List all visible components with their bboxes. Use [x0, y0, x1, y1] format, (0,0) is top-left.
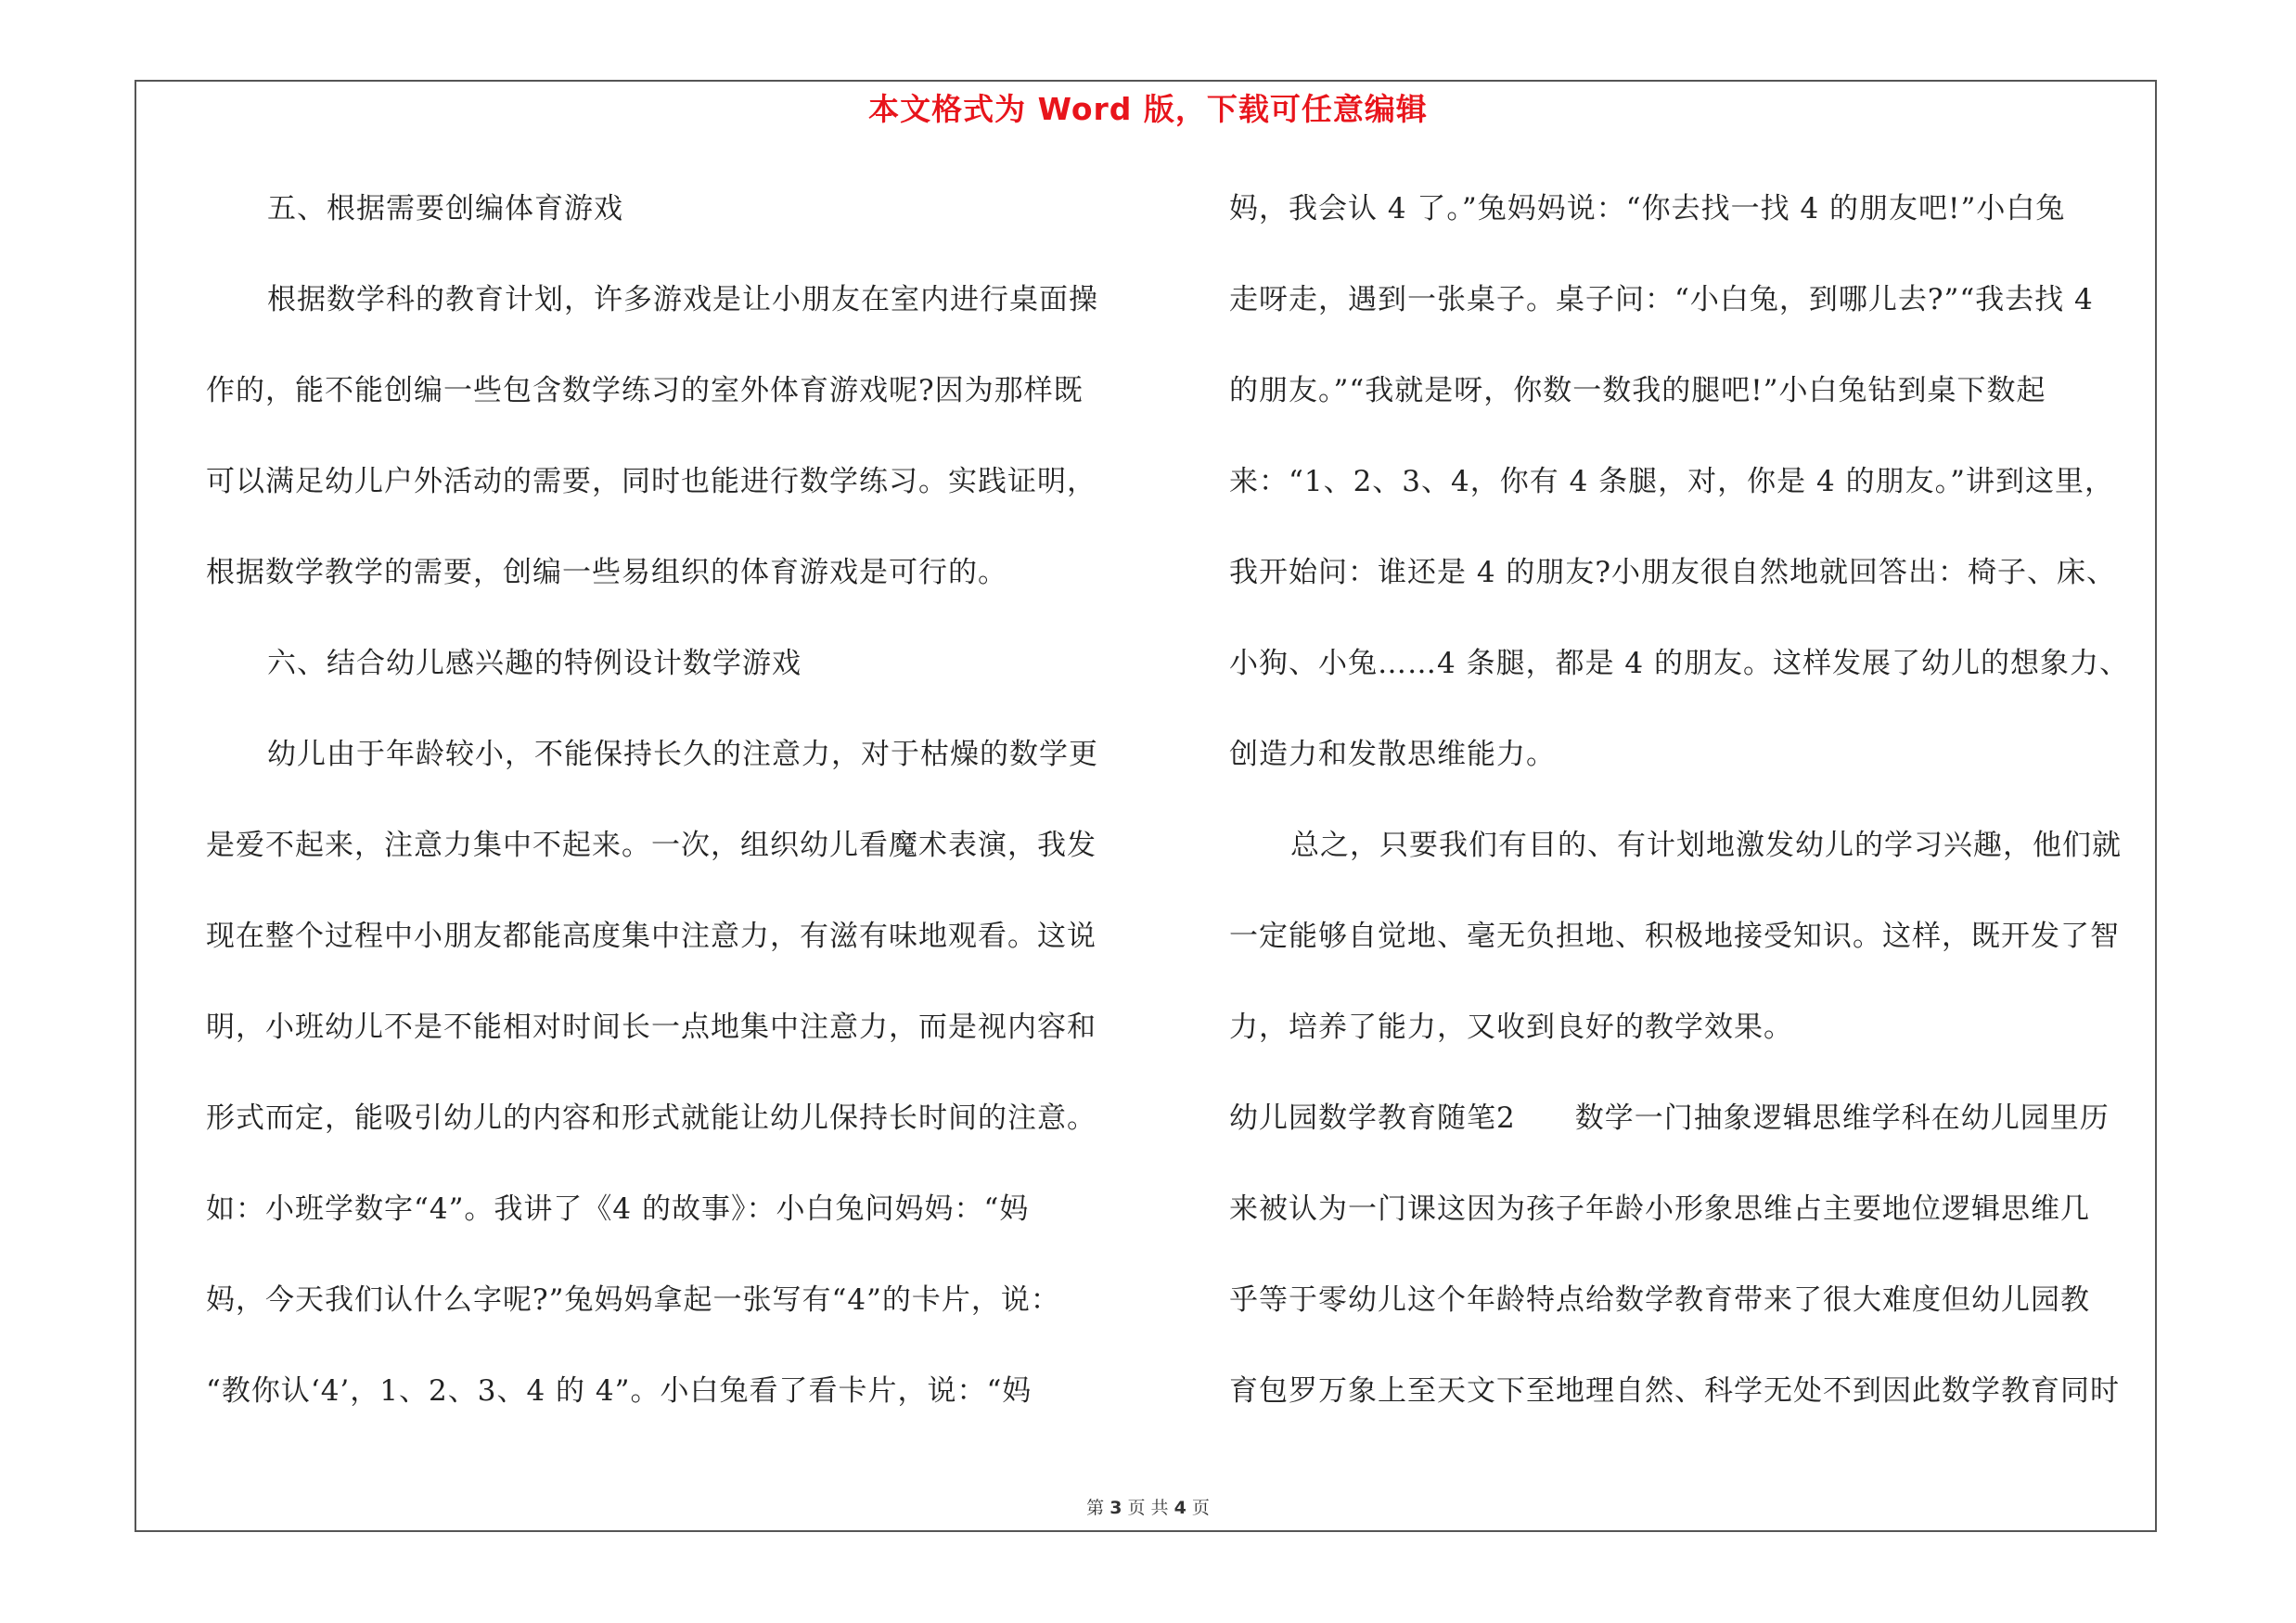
text-line: 形式而定，能吸引幼儿的内容和形式就能让幼儿保持长时间的注意。	[206, 1101, 1097, 1135]
text-line: 力，培养了能力，又收到良好的教学效果。	[1229, 1011, 1793, 1044]
text-line: 根据数学科的教育计划，许多游戏是让小朋友在室内进行桌面操	[267, 283, 1098, 316]
text-line: 是爱不起来，注意力集中不起来。一次，组织幼儿看魔术表演，我发	[206, 829, 1097, 862]
text-line: 可以满足幼儿户外活动的需要，同时也能进行数学练习。实践证明，	[206, 465, 1097, 498]
footer-suffix: 页	[1191, 1498, 1210, 1518]
text-line: 走呀走，遇到一张桌子。桌子问：“小白兔，到哪儿去?”“我去找 4	[1229, 283, 2094, 316]
text-line: 一定能够自觉地、毫无负担地、积极地接受知识。这样，既开发了智	[1229, 920, 2120, 953]
footer-prefix: 第	[1086, 1498, 1105, 1518]
text-line: 我开始问：谁还是 4 的朋友?小朋友很自然地就回答出：椅子、床、	[1229, 556, 2117, 589]
footer-middle: 页 共	[1127, 1498, 1169, 1518]
page-footer	[0, 1494, 2296, 1519]
text-line: 如：小班学数字“4”。我讲了《4 的故事》：小白兔问妈妈：“妈	[206, 1192, 1030, 1226]
text-line: 妈，我会认 4 了。”兔妈妈说：“你去找一找 4 的朋友吧!”小白兔	[1229, 192, 2066, 225]
text-line: 作的，能不能创编一些包含数学练习的室外体育游戏呢?因为那样既	[206, 374, 1084, 407]
text-line: 总之，只要我们有目的、有计划地激发幼儿的学习兴趣，他们就	[1290, 829, 2122, 862]
text-line: 来：“1、2、3、4，你有 4 条腿，对，你是 4 的朋友。”讲到这里，	[1229, 465, 2114, 498]
text-line: 六、结合幼儿感兴趣的特例设计数学游戏	[267, 647, 802, 680]
text-line: 小狗、小兔……4 条腿，都是 4 的朋友。这样发展了幼儿的想象力、	[1229, 647, 2130, 680]
text-line: 来被认为一门课这因为孩子年龄小形象思维占主要地位逻辑思维几	[1229, 1192, 2090, 1226]
text-line: 现在整个过程中小朋友都能高度集中注意力，有滋有味地观看。这说	[206, 920, 1097, 953]
text-line: 明，小班幼儿不是不能相对时间长一点地集中注意力，而是视内容和	[206, 1011, 1097, 1044]
footer-total-pages: 4	[1174, 1498, 1186, 1518]
left-column	[206, 186, 1148, 1459]
footer-page-number: 3	[1110, 1498, 1122, 1518]
text-line: 乎等于零幼儿这个年龄特点给数学教育带来了很大难度但幼儿园教	[1229, 1283, 2090, 1317]
text-line: 幼儿由于年龄较小，不能保持长久的注意力，对于枯燥的数学更	[267, 738, 1098, 771]
text-line: 创造力和发散思维能力。	[1229, 738, 1556, 771]
text-line: 幼儿园数学教育随笔2 数学一门抽象逻辑思维学科在幼儿园里历	[1229, 1101, 2110, 1135]
right-column	[1229, 186, 2175, 1459]
text-line: 育包罗万象上至天文下至地理自然、科学无处不到因此数学教育同时	[1229, 1374, 2120, 1408]
text-line: 根据数学教学的需要，创编一些易组织的体育游戏是可行的。	[206, 556, 1007, 589]
document-banner: 本文格式为 Word 版，下载可任意编辑	[868, 91, 1428, 127]
text-line: 的朋友。”“我就是呀，你数一数我的腿吧!”小白兔钻到桌下数起	[1229, 374, 2046, 407]
text-line: 五、根据需要创编体育游戏	[267, 192, 623, 225]
text-line: “教你认‘4’，1、2、3、4 的 4”。小白兔看了看卡片，说：“妈	[206, 1374, 1033, 1408]
text-line: 妈，今天我们认什么字呢?”兔妈妈拿起一张写有“4”的卡片，说：	[206, 1283, 1060, 1317]
